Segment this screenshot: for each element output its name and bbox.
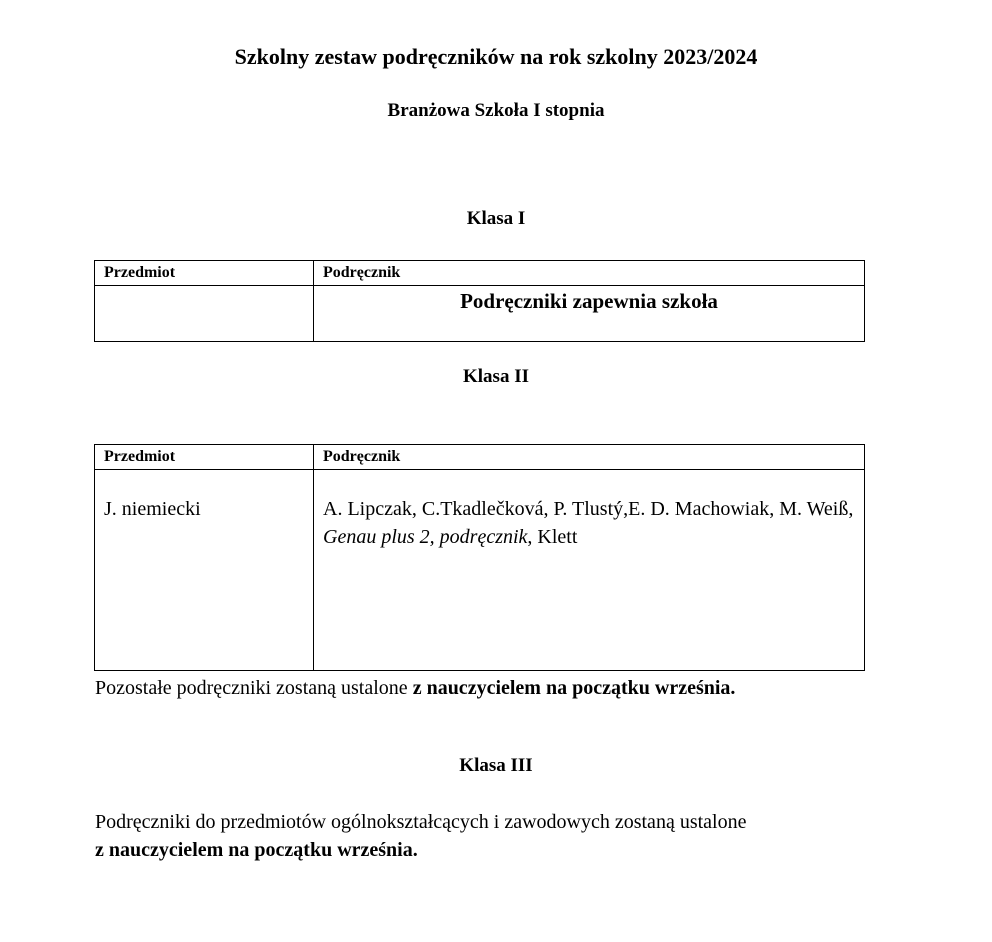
textbook-title: Genau plus 2, podręcznik: [323, 526, 528, 548]
textbook-column-header: Podręcznik: [314, 445, 865, 470]
class1-textbook-table: [94, 260, 865, 342]
class3-note: [95, 808, 955, 864]
textbook-cell: [314, 286, 865, 342]
subject-cell: [95, 286, 314, 342]
document-subtitle: Branżowa Szkoła I stopnia: [387, 100, 605, 121]
subject-cell: J. niemiecki: [95, 470, 314, 671]
table-row: [95, 470, 865, 671]
subject-column-header: Przedmiot: [95, 445, 314, 470]
class2-heading: Klasa II: [463, 366, 529, 387]
class3-note-bold: z nauczycielem na początku września.: [95, 839, 418, 861]
class2-note-plain: Pozostałe podręczniki zostaną ustalone: [95, 677, 413, 699]
textbook-authors: A. Lipczak, C.Tkadlečková, P. Tlustý,E. D. Machowiak, M. Weiß,: [323, 498, 854, 520]
class3-note-plain: Podręczniki do przedmiotów ogólnokształcących i zawodowych zostaną ustalone: [95, 811, 747, 833]
class1-heading: Klasa I: [466, 208, 526, 229]
table-row: [95, 286, 865, 342]
textbooks-provided-text: Podręczniki zapewnia szkoła: [460, 289, 718, 313]
class3-heading: Klasa III: [459, 755, 533, 776]
class2-note: [95, 674, 955, 702]
textbook-publisher: , Klett: [527, 526, 578, 548]
class2-textbook-table: [94, 444, 865, 671]
table-header-row: [95, 261, 865, 286]
subject-column-header: Przedmiot: [95, 261, 314, 286]
textbook-cell: [314, 470, 865, 671]
table-header-row: [95, 445, 865, 470]
textbook-column-header: Podręcznik: [314, 261, 865, 286]
class2-note-bold: z nauczycielem na początku września.: [412, 677, 736, 699]
document-title: Szkolny zestaw podręczników na rok szkolny 2023/2024: [234, 44, 758, 69]
